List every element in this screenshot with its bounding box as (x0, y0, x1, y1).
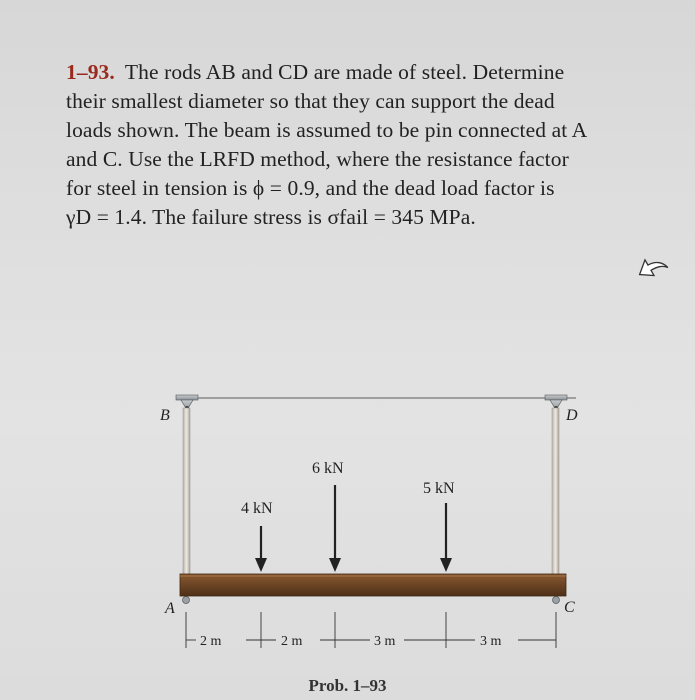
dim-label-2: 2 m (281, 634, 303, 649)
load-arrow-5kn (440, 503, 452, 572)
figure-caption: Prob. 1–93 (308, 676, 387, 695)
load-arrow-6kn (329, 485, 341, 572)
problem-line-3: loads shown. The beam is assumed to be pin connected at A (66, 118, 588, 142)
load-arrow-4kn (255, 526, 267, 572)
beam-figure (0, 380, 695, 700)
problem-line-5: for steel in tension is ϕ = 0.9, and the dead load factor is (66, 176, 555, 200)
problem-line-2: their smallest diameter so that they can support the dead (66, 89, 555, 113)
problem-line-6: γD = 1.4. The failure stress is σfail = 345 MPa. (66, 205, 476, 229)
load-label-4kn: 4 kN (241, 500, 273, 517)
pin-C (553, 597, 560, 604)
rod-CD (552, 408, 559, 578)
mouse-pointer-icon (636, 256, 670, 288)
problem-number: 1–93. (66, 60, 115, 84)
beam (180, 574, 566, 596)
pin-A (183, 597, 190, 604)
problem-line-4: and C. Use the LRFD method, where the resistance factor (66, 147, 569, 171)
label-C: C (564, 599, 575, 616)
dim-label-4: 3 m (480, 634, 502, 649)
dim-label-3: 3 m (374, 634, 396, 649)
label-A: A (165, 600, 175, 617)
rod-AB (183, 408, 190, 578)
problem-line-1 (66, 58, 666, 87)
load-label-5kn: 5 kN (423, 480, 455, 497)
dim-label-1: 2 m (200, 634, 222, 649)
problem-statement (66, 58, 666, 232)
label-B: B (160, 407, 170, 424)
load-label-6kn: 6 kN (312, 460, 344, 477)
problem-text-1: The rods AB and CD are made of steel. Determine (124, 60, 565, 84)
label-D: D (566, 407, 578, 424)
